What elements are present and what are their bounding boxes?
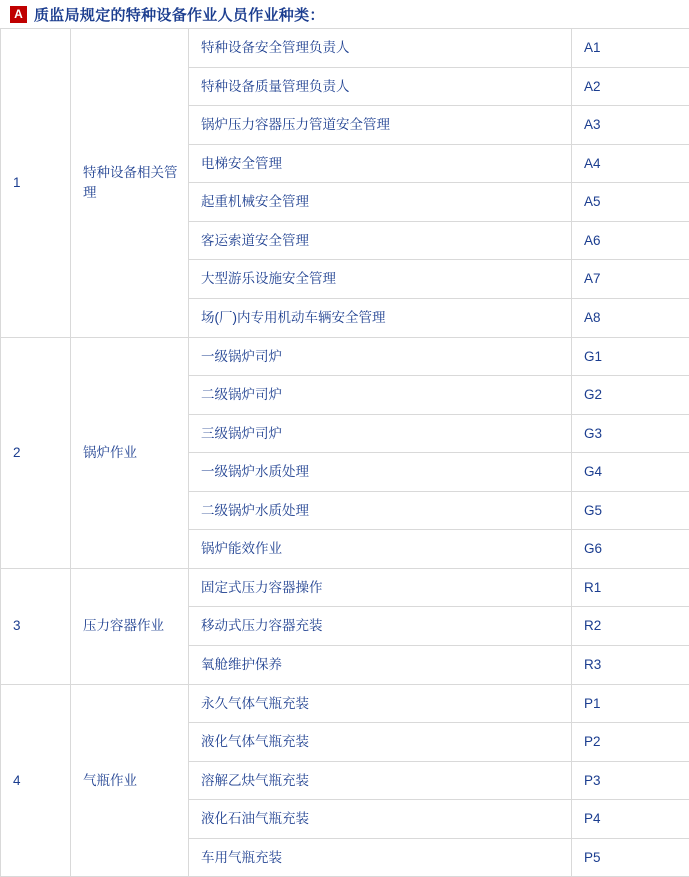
occupation-code-cell: A2 xyxy=(572,67,689,106)
occupation-code-cell: A8 xyxy=(572,298,689,337)
occupation-code-cell: A4 xyxy=(572,144,689,183)
occupation-name-cell: 永久气体气瓶充装 xyxy=(189,684,572,723)
occupation-name-cell: 二级锅炉水质处理 xyxy=(189,491,572,530)
occupation-code-cell: R1 xyxy=(572,568,689,607)
occupation-code-cell: R3 xyxy=(572,646,689,685)
occupation-name-cell: 三级锅炉司炉 xyxy=(189,414,572,453)
group-number-cell: 2 xyxy=(1,337,71,568)
occupation-name-cell: 客运索道安全管理 xyxy=(189,221,572,260)
group-number-cell: 4 xyxy=(1,684,71,877)
occupation-code-cell: G3 xyxy=(572,414,689,453)
occupation-code-cell: P1 xyxy=(572,684,689,723)
occupation-name-cell: 一级锅炉司炉 xyxy=(189,337,572,376)
occupation-name-cell: 液化气体气瓶充装 xyxy=(189,723,572,762)
table-body xyxy=(1,29,689,877)
occupation-code-cell: G4 xyxy=(572,453,689,492)
occupation-name-cell: 液化石油气瓶充装 xyxy=(189,800,572,839)
occupation-code-cell: P2 xyxy=(572,723,689,762)
occupation-code-cell: G6 xyxy=(572,530,689,569)
table-row xyxy=(1,568,689,607)
group-number-cell: 1 xyxy=(1,29,71,338)
occupation-code-cell: P3 xyxy=(572,761,689,800)
occupation-name-cell: 一级锅炉水质处理 xyxy=(189,453,572,492)
occupation-name-cell: 大型游乐设施安全管理 xyxy=(189,260,572,299)
section-badge: A xyxy=(10,6,27,23)
occupation-name-cell: 特种设备质量管理负责人 xyxy=(189,67,572,106)
occupation-code-cell: P5 xyxy=(572,838,689,877)
occupation-name-cell: 锅炉压力容器压力管道安全管理 xyxy=(189,106,572,145)
occupation-name-cell: 锅炉能效作业 xyxy=(189,530,572,569)
section-header xyxy=(0,0,689,28)
group-name-cell: 气瓶作业 xyxy=(71,684,189,877)
table-row xyxy=(1,684,689,723)
occupation-code-cell: A1 xyxy=(572,29,689,68)
occupation-code-cell: G5 xyxy=(572,491,689,530)
occupation-name-cell: 起重机械安全管理 xyxy=(189,183,572,222)
occupation-code-cell: G2 xyxy=(572,376,689,415)
occupation-code-cell: A6 xyxy=(572,221,689,260)
occupation-name-cell: 氧舱维护保养 xyxy=(189,646,572,685)
group-name-cell: 锅炉作业 xyxy=(71,337,189,568)
occupation-code-cell: A7 xyxy=(572,260,689,299)
occupation-name-cell: 固定式压力容器操作 xyxy=(189,568,572,607)
group-name-cell: 压力容器作业 xyxy=(71,568,189,684)
occupation-name-cell: 移动式压力容器充装 xyxy=(189,607,572,646)
occupation-code-cell: A5 xyxy=(572,183,689,222)
table-row xyxy=(1,29,689,68)
occupation-code-cell: A3 xyxy=(572,106,689,145)
occupation-name-cell: 溶解乙炔气瓶充装 xyxy=(189,761,572,800)
occupation-category-table xyxy=(0,28,689,877)
page-title: 质监局规定的特种设备作业人员作业种类： xyxy=(34,4,325,25)
occupation-name-cell: 二级锅炉司炉 xyxy=(189,376,572,415)
group-number-cell: 3 xyxy=(1,568,71,684)
occupation-code-cell: P4 xyxy=(572,800,689,839)
table-row xyxy=(1,337,689,376)
occupation-code-cell: G1 xyxy=(572,337,689,376)
group-name-cell: 特种设备相关管理 xyxy=(71,29,189,338)
occupation-name-cell: 场(厂)内专用机动车辆安全管理 xyxy=(189,298,572,337)
occupation-name-cell: 特种设备安全管理负责人 xyxy=(189,29,572,68)
occupation-name-cell: 车用气瓶充装 xyxy=(189,838,572,877)
occupation-code-cell: R2 xyxy=(572,607,689,646)
occupation-name-cell: 电梯安全管理 xyxy=(189,144,572,183)
